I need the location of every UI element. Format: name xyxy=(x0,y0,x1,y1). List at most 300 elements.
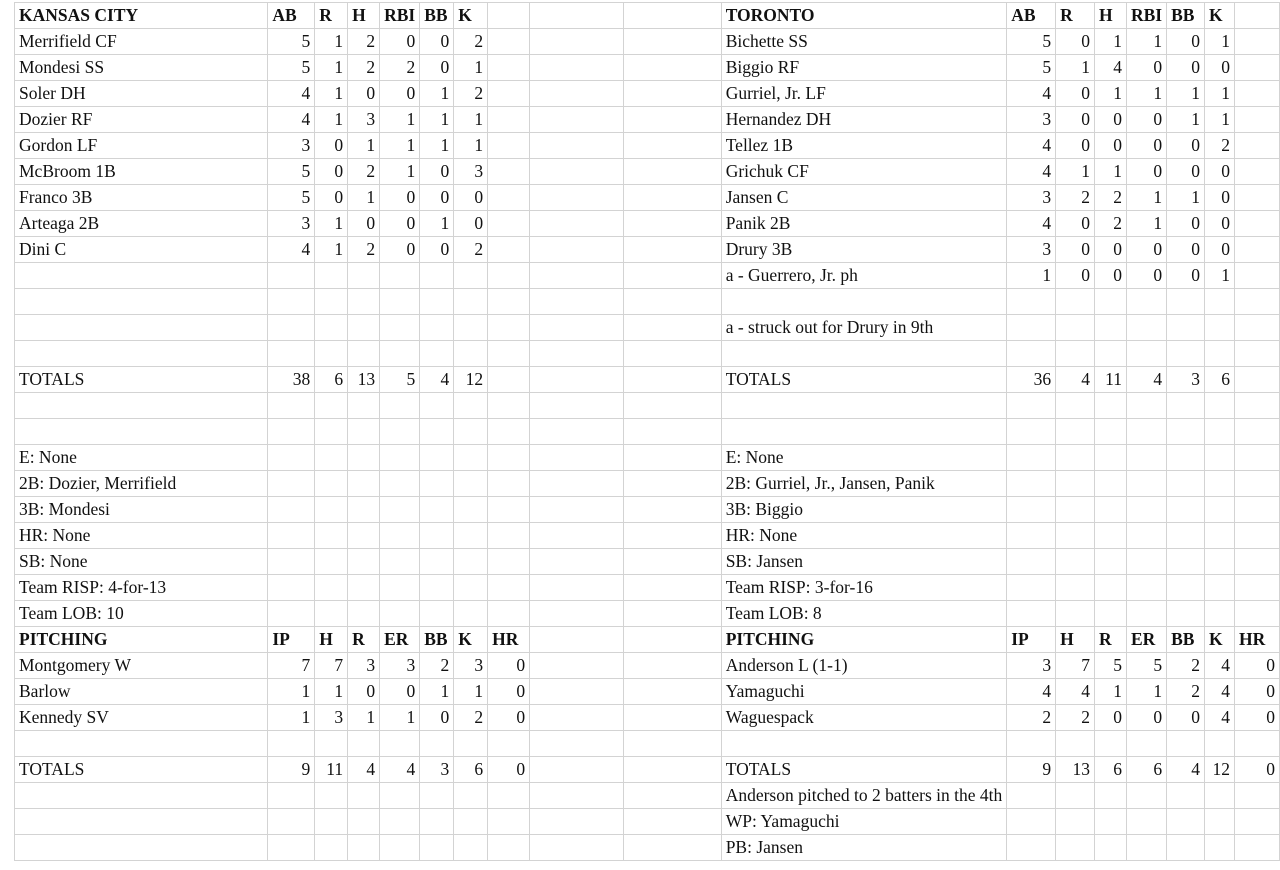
empty-cell xyxy=(1126,809,1166,835)
empty-cell xyxy=(315,731,348,757)
empty-cell xyxy=(1205,601,1235,627)
empty-cell xyxy=(624,653,721,679)
empty-cell xyxy=(1126,341,1166,367)
stat-value: 5 xyxy=(1095,653,1127,679)
empty-cell xyxy=(1095,835,1127,861)
empty-cell xyxy=(1095,601,1127,627)
stat-value: 1 xyxy=(1126,29,1166,55)
empty-cell xyxy=(348,575,380,601)
empty-cell xyxy=(488,55,530,81)
stat-value: 4 xyxy=(1007,81,1056,107)
sheet-row xyxy=(15,315,1280,341)
stat-value: 2 xyxy=(454,81,488,107)
stat-value: 1 xyxy=(454,679,488,705)
empty-cell xyxy=(1056,315,1095,341)
empty-cell xyxy=(1235,523,1280,549)
empty-cell xyxy=(624,445,721,471)
empty-cell xyxy=(348,783,380,809)
empty-cell xyxy=(15,731,268,757)
empty-cell xyxy=(348,731,380,757)
stat-value: 4 xyxy=(268,237,315,263)
empty-cell xyxy=(488,315,530,341)
stat-value: 0 xyxy=(1126,107,1166,133)
empty-cell xyxy=(1167,471,1205,497)
empty-cell xyxy=(624,575,721,601)
stat-value: 2 xyxy=(380,55,420,81)
sheet-row xyxy=(15,627,1280,653)
total-value: 4 xyxy=(420,367,454,393)
pitcher-name: Yamaguchi xyxy=(721,679,1007,705)
empty-cell xyxy=(1167,393,1205,419)
empty-cell xyxy=(1095,289,1127,315)
empty-cell xyxy=(348,341,380,367)
empty-cell xyxy=(380,783,420,809)
game-note: 2B: Dozier, Merrifield xyxy=(15,471,268,497)
stat-value: 5 xyxy=(268,55,315,81)
empty-cell xyxy=(454,549,488,575)
empty-cell xyxy=(268,549,315,575)
empty-cell xyxy=(624,341,721,367)
stat-value: 1 xyxy=(1095,679,1127,705)
empty-cell xyxy=(1235,55,1280,81)
sheet-row xyxy=(15,237,1280,263)
player-name: Arteaga 2B xyxy=(15,211,268,237)
empty-cell xyxy=(530,289,624,315)
stat-value: 1 xyxy=(348,185,380,211)
stat-value: 4 xyxy=(1205,705,1235,731)
empty-cell xyxy=(1007,471,1056,497)
empty-cell xyxy=(268,289,315,315)
empty-cell xyxy=(454,575,488,601)
player-name: Gordon LF xyxy=(15,133,268,159)
empty-cell xyxy=(1095,315,1127,341)
stat-value: 3 xyxy=(1007,237,1056,263)
empty-cell xyxy=(1095,471,1127,497)
total-value: 13 xyxy=(1056,757,1095,783)
empty-cell xyxy=(721,289,1007,315)
empty-cell xyxy=(1007,315,1056,341)
stat-value: 1 xyxy=(1167,81,1205,107)
totals-label: TOTALS xyxy=(15,367,268,393)
empty-cell xyxy=(530,731,624,757)
game-note: Team LOB: 10 xyxy=(15,601,268,627)
empty-cell xyxy=(268,315,315,341)
empty-cell xyxy=(488,133,530,159)
player-name: Biggio RF xyxy=(721,55,1007,81)
empty-cell xyxy=(420,809,454,835)
empty-cell xyxy=(1007,289,1056,315)
empty-cell xyxy=(268,263,315,289)
stat-value: 1 xyxy=(420,133,454,159)
sheet-row xyxy=(15,211,1280,237)
stat-value: 4 xyxy=(1205,653,1235,679)
empty-cell xyxy=(624,315,721,341)
empty-cell xyxy=(315,497,348,523)
stat-value: 3 xyxy=(380,653,420,679)
empty-cell xyxy=(1235,497,1280,523)
empty-cell xyxy=(1007,341,1056,367)
empty-cell xyxy=(721,419,1007,445)
empty-cell xyxy=(1235,263,1280,289)
sheet-row xyxy=(15,3,1280,29)
empty-cell xyxy=(348,419,380,445)
empty-cell xyxy=(1235,3,1280,29)
empty-cell xyxy=(1235,159,1280,185)
stat-value: 0 xyxy=(1056,81,1095,107)
empty-cell xyxy=(1235,289,1280,315)
empty-cell xyxy=(530,159,624,185)
empty-cell xyxy=(1056,341,1095,367)
empty-cell xyxy=(624,549,721,575)
stat-value: 0 xyxy=(1126,133,1166,159)
stat-value: 0 xyxy=(1235,705,1280,731)
empty-cell xyxy=(1126,575,1166,601)
totals-label: TOTALS xyxy=(15,757,268,783)
sheet-row xyxy=(15,29,1280,55)
empty-cell xyxy=(1126,549,1166,575)
empty-cell xyxy=(488,731,530,757)
empty-cell xyxy=(488,419,530,445)
empty-cell xyxy=(530,237,624,263)
empty-cell xyxy=(1126,835,1166,861)
empty-cell xyxy=(1235,809,1280,835)
empty-cell xyxy=(1095,497,1127,523)
stat-value: 5 xyxy=(268,159,315,185)
empty-cell xyxy=(530,107,624,133)
pitching-header: IP xyxy=(1007,627,1056,653)
pitching-header: HR xyxy=(1235,627,1280,653)
empty-cell xyxy=(1007,445,1056,471)
empty-cell xyxy=(1235,731,1280,757)
empty-cell xyxy=(530,315,624,341)
total-value: 12 xyxy=(454,367,488,393)
sheet-row xyxy=(15,783,1280,809)
empty-cell xyxy=(530,679,624,705)
total-value: 6 xyxy=(1095,757,1127,783)
sheet-row xyxy=(15,497,1280,523)
sheet-row xyxy=(15,679,1280,705)
stat-value: 0 xyxy=(1167,263,1205,289)
stat-value: 2 xyxy=(1205,133,1235,159)
empty-cell xyxy=(488,3,530,29)
empty-cell xyxy=(380,835,420,861)
empty-cell xyxy=(1205,497,1235,523)
empty-cell xyxy=(530,445,624,471)
sheet-row xyxy=(15,185,1280,211)
empty-cell xyxy=(1056,809,1095,835)
empty-cell xyxy=(380,731,420,757)
stat-value: 0 xyxy=(1056,133,1095,159)
empty-cell xyxy=(1056,497,1095,523)
empty-cell xyxy=(348,809,380,835)
empty-cell xyxy=(530,471,624,497)
player-name: Panik 2B xyxy=(721,211,1007,237)
stat-value: 5 xyxy=(268,29,315,55)
empty-cell xyxy=(1205,809,1235,835)
empty-cell xyxy=(624,757,721,783)
empty-cell xyxy=(454,731,488,757)
sheet-row xyxy=(15,133,1280,159)
empty-cell xyxy=(380,341,420,367)
empty-cell xyxy=(1007,731,1056,757)
empty-cell xyxy=(348,523,380,549)
sheet-row xyxy=(15,549,1280,575)
stat-value: 1 xyxy=(1205,81,1235,107)
empty-cell xyxy=(315,419,348,445)
empty-cell xyxy=(348,315,380,341)
pitching-header: BB xyxy=(420,627,454,653)
box-score-sheet xyxy=(14,2,1280,861)
stat-value: 2 xyxy=(348,55,380,81)
empty-cell xyxy=(1095,341,1127,367)
empty-cell xyxy=(624,107,721,133)
empty-cell xyxy=(15,809,268,835)
stat-value: 0 xyxy=(1167,55,1205,81)
stat-value: 1 xyxy=(1126,679,1166,705)
stat-value: 4 xyxy=(1056,679,1095,705)
stat-value: 1 xyxy=(315,107,348,133)
stat-value: 3 xyxy=(268,211,315,237)
empty-cell xyxy=(315,809,348,835)
stat-value: 1 xyxy=(1056,55,1095,81)
empty-cell xyxy=(721,393,1007,419)
empty-cell xyxy=(488,523,530,549)
empty-cell xyxy=(1235,471,1280,497)
empty-cell xyxy=(348,471,380,497)
stat-value: 1 xyxy=(420,81,454,107)
stat-value: 3 xyxy=(315,705,348,731)
total-value: 0 xyxy=(1235,757,1280,783)
stat-value: 1 xyxy=(315,29,348,55)
empty-cell xyxy=(624,263,721,289)
player-name: Soler DH xyxy=(15,81,268,107)
empty-cell xyxy=(1007,419,1056,445)
sheet-row xyxy=(15,705,1280,731)
game-note: Team RISP: 4-for-13 xyxy=(15,575,268,601)
stat-value: 2 xyxy=(1056,185,1095,211)
empty-cell xyxy=(420,549,454,575)
empty-cell xyxy=(1095,445,1127,471)
empty-cell xyxy=(624,237,721,263)
empty-cell xyxy=(1007,523,1056,549)
pitching-header: K xyxy=(1205,627,1235,653)
empty-cell xyxy=(488,549,530,575)
stat-value: 1 xyxy=(420,107,454,133)
pitching-header: H xyxy=(1056,627,1095,653)
game-note: 3B: Biggio xyxy=(721,497,1007,523)
empty-cell xyxy=(530,705,624,731)
stat-value: 0 xyxy=(1167,159,1205,185)
empty-cell xyxy=(1126,783,1166,809)
total-value: 4 xyxy=(380,757,420,783)
stat-value: 0 xyxy=(454,211,488,237)
stat-value: 0 xyxy=(1205,159,1235,185)
empty-cell xyxy=(15,263,268,289)
batting-header: K xyxy=(1205,3,1235,29)
sheet-row xyxy=(15,263,1280,289)
empty-cell xyxy=(488,341,530,367)
player-name: Dozier RF xyxy=(15,107,268,133)
player-name: Jansen C xyxy=(721,185,1007,211)
empty-cell xyxy=(1205,731,1235,757)
empty-cell xyxy=(1007,549,1056,575)
total-value: 3 xyxy=(420,757,454,783)
stat-value: 0 xyxy=(315,159,348,185)
empty-cell xyxy=(454,783,488,809)
empty-cell xyxy=(348,497,380,523)
empty-cell xyxy=(454,419,488,445)
empty-cell xyxy=(315,393,348,419)
stat-value: 1 xyxy=(1167,185,1205,211)
empty-cell xyxy=(488,445,530,471)
empty-cell xyxy=(315,835,348,861)
empty-cell xyxy=(1167,289,1205,315)
stat-value: 7 xyxy=(268,653,315,679)
pitching-header: R xyxy=(1095,627,1127,653)
empty-cell xyxy=(1235,393,1280,419)
empty-cell xyxy=(315,445,348,471)
empty-cell xyxy=(1056,731,1095,757)
stat-value: 3 xyxy=(1007,185,1056,211)
empty-cell xyxy=(624,497,721,523)
stat-value: 5 xyxy=(1007,55,1056,81)
total-value: 5 xyxy=(380,367,420,393)
total-value: 6 xyxy=(454,757,488,783)
empty-cell xyxy=(1126,731,1166,757)
empty-cell xyxy=(624,679,721,705)
empty-cell xyxy=(488,263,530,289)
empty-cell xyxy=(454,601,488,627)
empty-cell xyxy=(315,523,348,549)
game-note: E: None xyxy=(15,445,268,471)
empty-cell xyxy=(268,575,315,601)
stat-value: 0 xyxy=(1126,705,1166,731)
sheet-row xyxy=(15,341,1280,367)
empty-cell xyxy=(380,497,420,523)
empty-cell xyxy=(488,809,530,835)
stat-value: 1 xyxy=(1126,211,1166,237)
empty-cell xyxy=(1056,289,1095,315)
player-name: Merrifield CF xyxy=(15,29,268,55)
game-note: HR: None xyxy=(15,523,268,549)
empty-cell xyxy=(268,445,315,471)
stat-value: 7 xyxy=(1056,653,1095,679)
player-name: Tellez 1B xyxy=(721,133,1007,159)
player-name: a - Guerrero, Jr. ph xyxy=(721,263,1007,289)
empty-cell xyxy=(624,81,721,107)
stat-value: 0 xyxy=(348,211,380,237)
empty-cell xyxy=(454,497,488,523)
empty-cell xyxy=(488,159,530,185)
empty-cell xyxy=(624,419,721,445)
stat-value: 4 xyxy=(268,107,315,133)
empty-cell xyxy=(454,471,488,497)
empty-cell xyxy=(454,315,488,341)
empty-cell xyxy=(1167,497,1205,523)
stat-value: 2 xyxy=(1007,705,1056,731)
empty-cell xyxy=(624,133,721,159)
empty-cell xyxy=(624,835,721,861)
empty-cell xyxy=(1167,549,1205,575)
empty-cell xyxy=(1235,315,1280,341)
empty-cell xyxy=(315,289,348,315)
empty-cell xyxy=(268,419,315,445)
empty-cell xyxy=(420,575,454,601)
empty-cell xyxy=(1126,523,1166,549)
empty-cell xyxy=(1126,445,1166,471)
stat-value: 0 xyxy=(1126,55,1166,81)
sheet-row xyxy=(15,835,1280,861)
empty-cell xyxy=(1235,419,1280,445)
sheet-row xyxy=(15,471,1280,497)
stat-value: 0 xyxy=(1167,705,1205,731)
empty-cell xyxy=(1167,575,1205,601)
stat-value: 0 xyxy=(1056,211,1095,237)
batting-header: BB xyxy=(1167,3,1205,29)
empty-cell xyxy=(1167,783,1205,809)
batting-header: AB xyxy=(1007,3,1056,29)
stat-value: 0 xyxy=(1095,263,1127,289)
stat-value: 0 xyxy=(1056,107,1095,133)
pitcher-name: Kennedy SV xyxy=(15,705,268,731)
pitcher-name: Barlow xyxy=(15,679,268,705)
stat-value: 0 xyxy=(1167,29,1205,55)
empty-cell xyxy=(268,523,315,549)
totals-label: TOTALS xyxy=(721,757,1007,783)
stat-value: 3 xyxy=(1007,653,1056,679)
empty-cell xyxy=(530,393,624,419)
batting-header: H xyxy=(348,3,380,29)
stat-value: 2 xyxy=(1056,705,1095,731)
empty-cell xyxy=(624,211,721,237)
stat-value: 5 xyxy=(1126,653,1166,679)
stat-value: 2 xyxy=(1095,185,1127,211)
empty-cell xyxy=(1235,133,1280,159)
empty-cell xyxy=(1235,783,1280,809)
empty-cell xyxy=(1235,341,1280,367)
empty-cell xyxy=(380,523,420,549)
empty-cell xyxy=(530,341,624,367)
stat-value: 2 xyxy=(454,29,488,55)
stat-value: 1 xyxy=(380,133,420,159)
empty-cell xyxy=(1205,575,1235,601)
empty-cell xyxy=(420,601,454,627)
empty-cell xyxy=(15,393,268,419)
stat-value: 0 xyxy=(348,679,380,705)
empty-cell xyxy=(1126,419,1166,445)
empty-cell xyxy=(624,3,721,29)
stat-value: 5 xyxy=(1007,29,1056,55)
stat-value: 1 xyxy=(348,705,380,731)
stat-value: 0 xyxy=(315,133,348,159)
empty-cell xyxy=(1205,419,1235,445)
stat-value: 1 xyxy=(1167,107,1205,133)
empty-cell xyxy=(624,471,721,497)
stat-value: 0 xyxy=(488,653,530,679)
empty-cell xyxy=(1235,367,1280,393)
empty-cell xyxy=(530,497,624,523)
stat-value: 3 xyxy=(1007,107,1056,133)
empty-cell xyxy=(1167,835,1205,861)
total-value: 4 xyxy=(348,757,380,783)
stat-value: 0 xyxy=(1205,55,1235,81)
empty-cell xyxy=(268,835,315,861)
empty-cell xyxy=(1056,445,1095,471)
empty-cell xyxy=(1056,471,1095,497)
total-value: 6 xyxy=(1126,757,1166,783)
empty-cell xyxy=(530,757,624,783)
batting-header: H xyxy=(1095,3,1127,29)
